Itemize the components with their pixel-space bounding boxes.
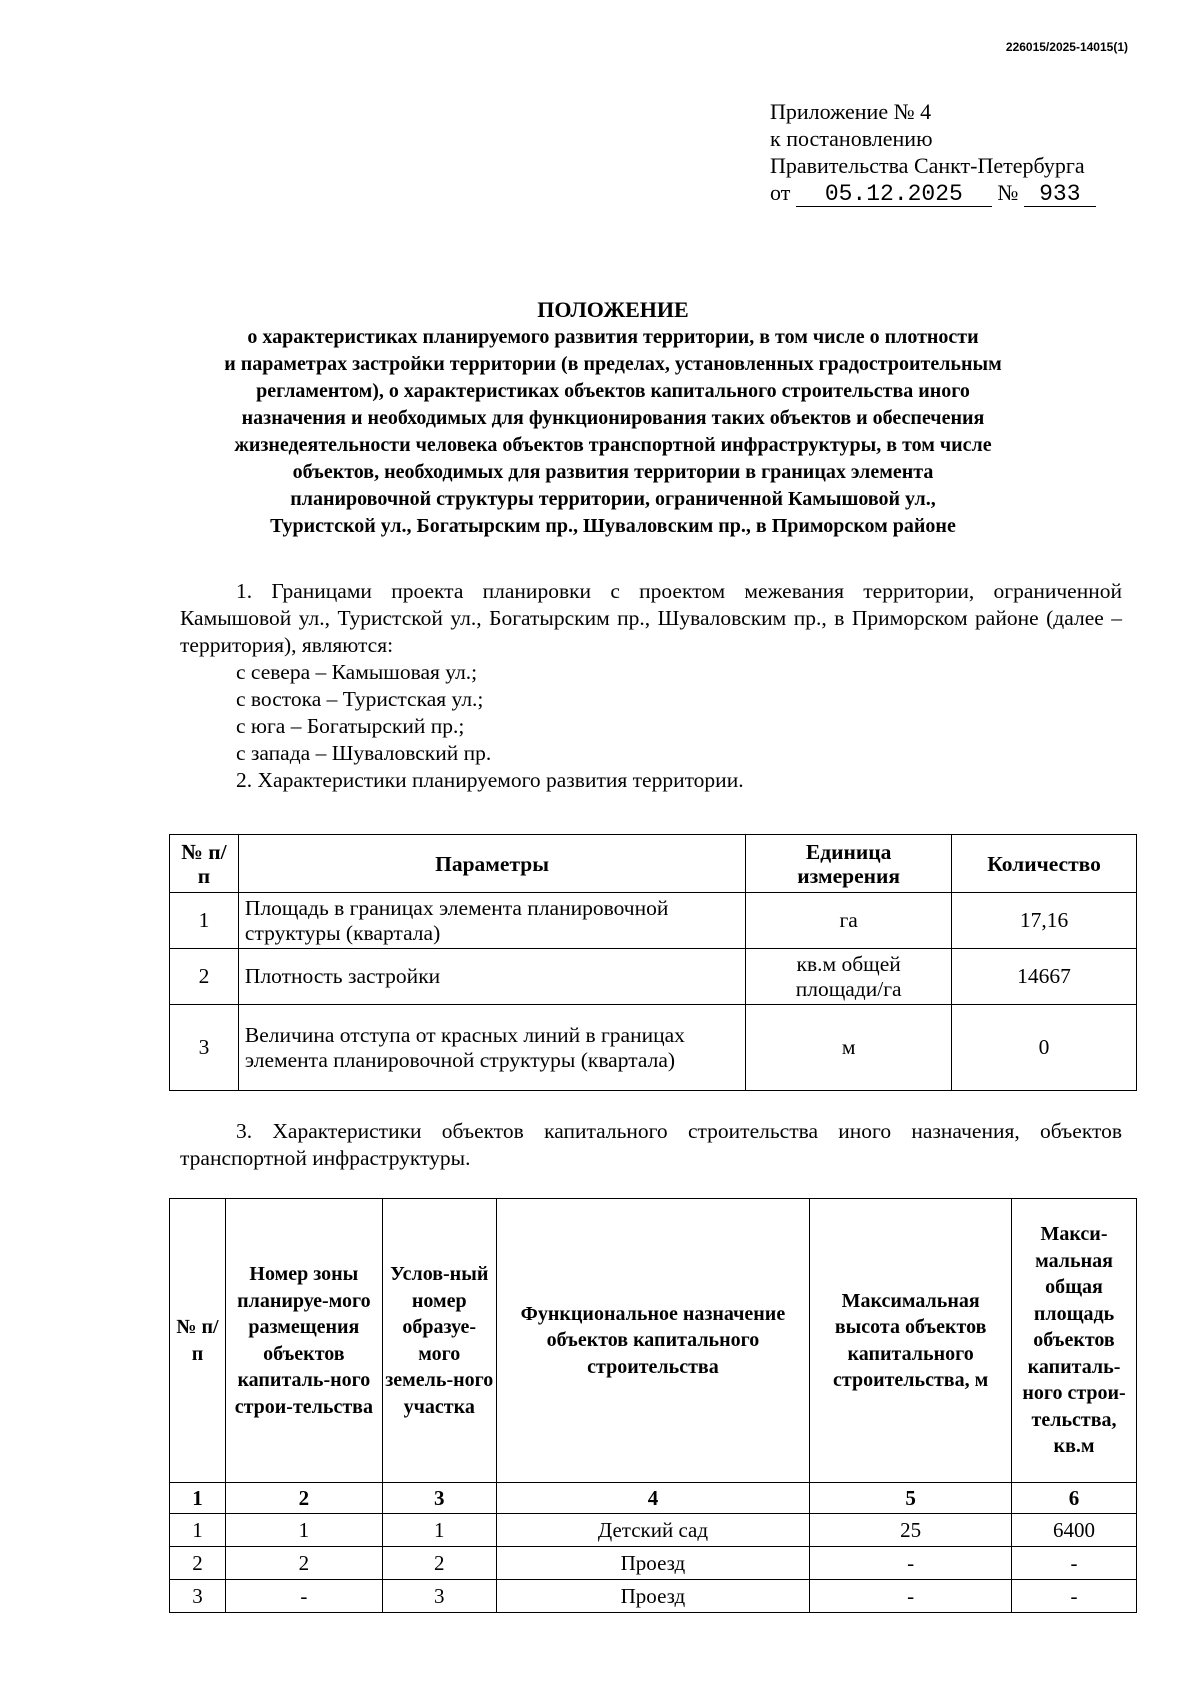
row-num: 3 [170,1005,239,1091]
colnum-1: 1 [170,1483,226,1514]
title-line-7: планировочной структуры территории, ограниченной Камышовой ул., [290,488,936,510]
row-plot: 2 [382,1547,496,1580]
boundaries-list [180,659,1122,794]
header-qty: Количество [952,835,1137,893]
row-area: 6400 [1012,1514,1137,1547]
resolution-number: 933 [1024,182,1096,207]
row-plot: 1 [382,1514,496,1547]
boundary-east: с востока – Туристская ул.; [236,687,484,711]
row-height: - [810,1580,1012,1613]
row-plot: 3 [382,1580,496,1613]
section-1-text: 1. Границами проекта планировки с проектом межевания территории, ограниченной Камышовой ул., Туристской ул., Богатырским пр., Шуваловским пр., в Приморском районе (далее – территория), являются: [180,579,1122,657]
title-main: ПОЛОЖЕНИЕ [537,297,689,322]
header-plot: Услов-ный номер образуе-мого земель-ного участка [382,1199,496,1483]
boundary-west: с запада – Шуваловский пр. [236,741,492,765]
table-row [170,1580,1137,1613]
colnum-4: 4 [496,1483,810,1514]
row-param: Площадь в границах элемента планировочной структуры (квартала) [238,893,745,949]
header-unit: Единица измерения [746,835,952,893]
row-function: Проезд [496,1547,810,1580]
row-num: 2 [170,949,239,1005]
table-row [170,949,1137,1005]
row-height: - [810,1547,1012,1580]
row-unit: м [746,1005,952,1091]
section-2-text: 2. Характеристики планируемого развития территории. [236,768,744,792]
colnum-2: 2 [225,1483,382,1514]
title-line-6: объектов, необходимых для развития территории в границах элемента [292,461,934,483]
capital-objects-table [169,1198,1137,1613]
row-qty: 17,16 [952,893,1137,949]
header-num: № п/п [170,1199,226,1483]
row-unit: кв.м общей площади/га [746,949,952,1005]
title-line-5: жизнедеятельности человека объектов транспортной инфраструктуры, в том числе [234,434,992,456]
boundary-south: с юга – Богатырский пр.; [236,714,465,738]
from-label: от [770,180,791,205]
title-line-2: и параметрах застройки территории (в пределах, установленных градостроительным [224,353,1002,375]
appendix-block [770,98,1096,207]
colnum-5: 5 [810,1483,1012,1514]
row-function: Проезд [496,1580,810,1613]
row-area: - [1012,1580,1137,1613]
row-function: Детский сад [496,1514,810,1547]
row-num: 3 [170,1580,226,1613]
resolution-date: 05.12.2025 [796,182,992,207]
column-number-row [170,1483,1137,1514]
row-zone: 1 [225,1514,382,1547]
row-qty: 0 [952,1005,1137,1091]
table-row [170,1514,1137,1547]
row-param: Плотность застройки [238,949,745,1005]
header-zone: Номер зоны планируе-мого размещения объектов капиталь-ного строи-тельства [225,1199,382,1483]
table-header-row [170,1199,1137,1483]
header-function: Функциональное назначение объектов капитального строительства [496,1199,810,1483]
document-title [150,296,1076,540]
header-params: Параметры [238,835,745,893]
appendix-line-1: Приложение № 4 [770,99,932,124]
row-qty: 14667 [952,949,1137,1005]
header-area: Макси-мальная общая площадь объектов капиталь-ного строи-тельства, кв.м [1012,1199,1137,1483]
table-row [170,1005,1137,1091]
planning-characteristics-table [169,834,1137,1091]
title-line-3: регламентом), о характеристиках объектов капитального строительства иного [256,380,970,402]
appendix-date-line [770,179,1096,207]
row-num: 1 [170,893,239,949]
row-zone: 2 [225,1547,382,1580]
boundary-north: с севера – Камышовая ул.; [236,660,478,684]
row-param: Величина отступа от красных линий в границах элемента планировочной структуры (квартала) [238,1005,745,1091]
table-row [170,893,1137,949]
title-line-8: Туристской ул., Богатырским пр., Шуваловским пр., в Приморском районе [270,515,956,537]
row-zone: - [225,1580,382,1613]
appendix-line-2: к постановлению [770,126,933,151]
document-number: 226015/2025-14015(1) [1005,40,1128,54]
row-num: 2 [170,1547,226,1580]
header-height: Максимальная высота объектов капитального строительства, м [810,1199,1012,1483]
section-3-text: 3. Характеристики объектов капитального строительства иного назначения, объектов транспортной инфраструктуры. [180,1119,1122,1170]
appendix-line-3: Правительства Санкт-Петербурга [770,153,1085,178]
table-row [170,1547,1137,1580]
row-unit: га [746,893,952,949]
title-line-4: назначения и необходимых для функционирования таких объектов и обеспечения [241,407,985,429]
number-label: № [997,180,1019,205]
table-header-row [170,835,1137,893]
title-line-1: о характеристиках планируемого развития территории, в том числе о плотности [247,326,979,348]
row-num: 1 [170,1514,226,1547]
header-num: № п/п [170,835,239,893]
row-height: 25 [810,1514,1012,1547]
row-area: - [1012,1547,1137,1580]
colnum-3: 3 [382,1483,496,1514]
colnum-6: 6 [1012,1483,1137,1514]
